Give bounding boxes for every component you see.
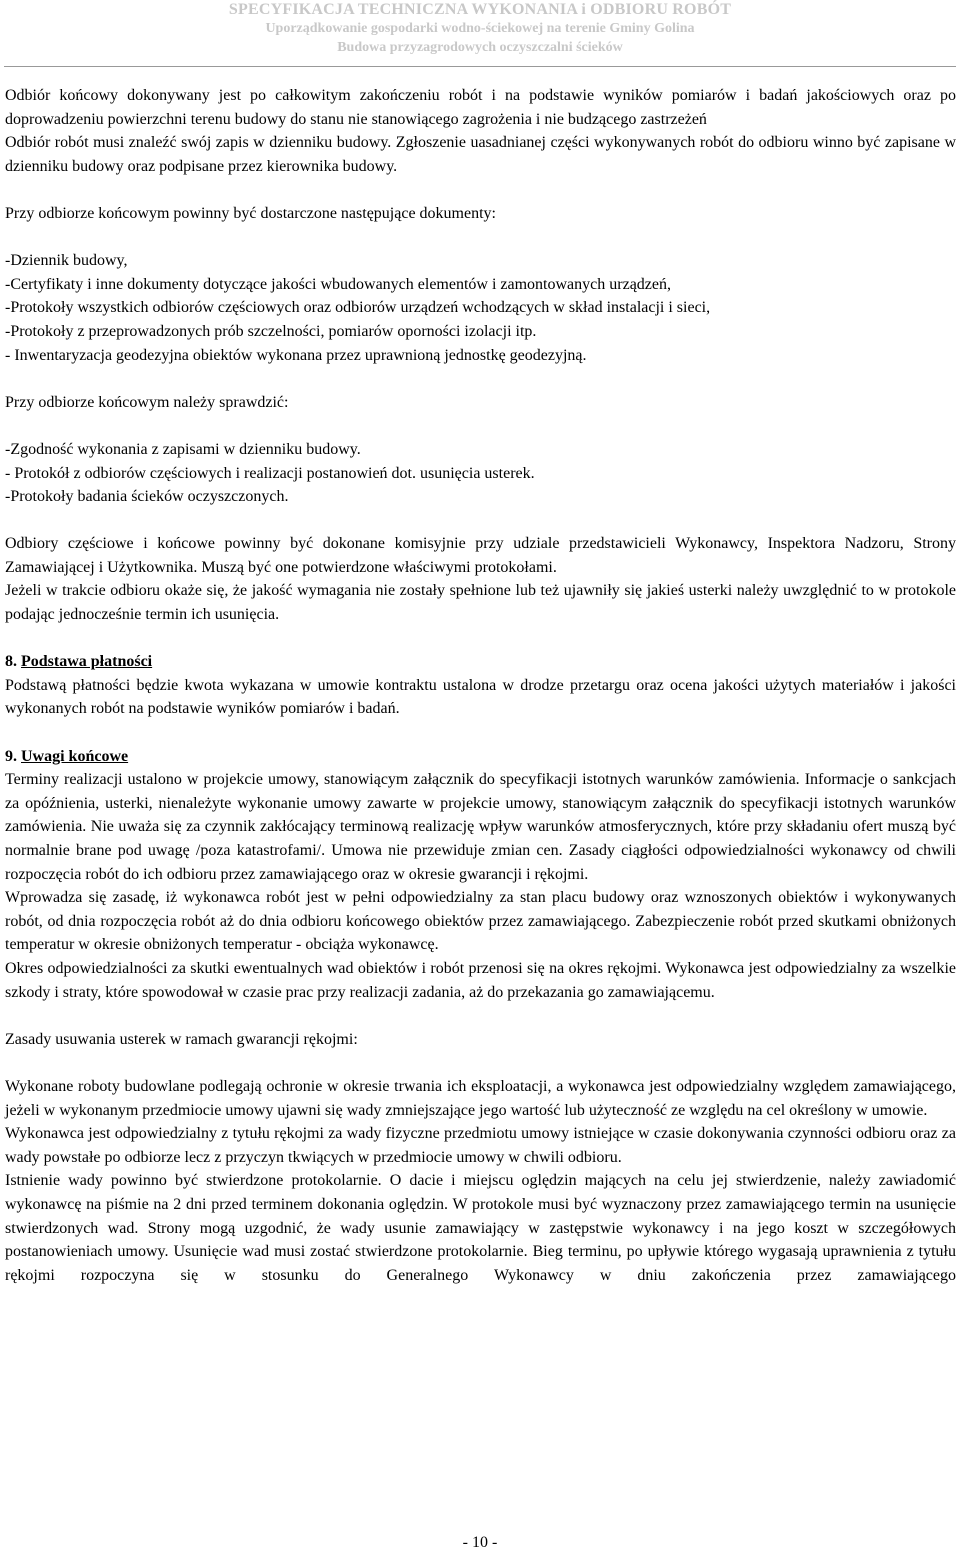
section-9-paragraph-terms: Terminy realizacji ustalono w projekcie umowy, stanowiącym załącznik do specyfikacji istotnych warunków zamówienia. Informacje o sankcjach za opóźnienia, usterki, nienależyte wykonanie umowy zawarte w projekcie umowy, stanowiącym załącznik do specyfikacji istotnych warunków zamówienia. Nie uważa się za czynnik zakłócający terminową realizację wpływ warunków atmosferycznych, które przy składaniu ofert muszą być normalnie brane pod uwagę /poza katastrofami/. Umowa nie przewiduje zmian cen. Zasady ciągłości odpowiedzialności wykonawcy od chwili rozpoczęcia robót do ich odbioru przez zamawiającego oraz w okresie gwarancji i rękojmi.	[5, 771, 956, 883]
section-title: Podstawa płatności	[21, 653, 153, 671]
list-item: -Certyfikaty i inne dokumenty dotyczące jakości wbudowanych elementów i zamontowanych urządzeń,	[5, 275, 671, 293]
list-item: -Zgodność wykonania z zapisami w dzienniku budowy.	[5, 440, 361, 458]
list-item: -Protokoły wszystkich odbiorów częściowych oraz odbiorów urządzeń wchodzących w skład instalacji i sieci,	[5, 299, 711, 317]
documents-intro: Przy odbiorze końcowym powinny być dostarczone następujące dokumenty:	[5, 204, 496, 222]
section-8-text: Podstawą płatności będzie kwota wykazana w umowie kontraktu ustalona w drodze przetargu oraz ocena jakości użytych materiałów i jakości wykonanych robót na podstawie wyników pomiarów i badań.	[5, 676, 956, 718]
list-item: - Inwentaryzacja geodezyjna obiektów wykonana przez uprawnioną jednostkę geodezyjną.	[5, 346, 587, 364]
page-number: - 10 -	[462, 1534, 498, 1551]
list-item: - Protokół z odbiorów częściowych i realizacji postanowień dot. usunięcia usterek.	[5, 464, 535, 482]
section-number: 9.	[5, 747, 17, 765]
warranty-intro: Zasady usuwania usterek w ramach gwarancji rękojmi:	[5, 1030, 358, 1048]
check-list	[5, 438, 956, 509]
header-divider	[4, 66, 956, 67]
section-number: 8.	[5, 653, 17, 671]
warranty-paragraph-procedure: Istnienie wady powinno być stwierdzone protokolarnie. O dacie i miejscu oględzin mających na celu jej stwierdzenie, należy zawiadomić wykonawcę na piśmie na 2 dni przed terminem dokonania oględzin. W protokole musi być wyznaczony przez zamawiającego termin na usunięcie stwierdzonych wad. Strony mogą uzgodnić, że wady usunie zamawiający w zastępstwie wykonawcy i na jego koszt w szczegółowych postanowieniach umowy. Usunięcie wad musi zostać stwierdzone protokolarnie. Bieg terminu, po upływie którego wygasają uprawnienia z tytułu rękojmi rozpoczyna się w stosunku do Generalnego Wykonawcy w dniu zakończenia przez zamawiającego	[5, 1172, 956, 1284]
list-item: -Dziennik budowy,	[5, 252, 128, 270]
section-9-heading	[5, 745, 956, 769]
list-item: -Protokoły badania ścieków oczyszczonych.	[5, 488, 289, 506]
section-title: Uwagi końcowe	[21, 747, 129, 765]
check-intro: Przy odbiorze końcowym należy sprawdzić:	[5, 393, 289, 411]
paragraph-committee: Odbiory częściowe i końcowe powinny być dokonane komisyjnie przy udziale przedstawicieli Wykonawcy, Inspektora Nadzoru, Strony Zamawiającej i Użytkownika. Muszą być one potwierdzone właściwymi protokołami.	[5, 535, 956, 576]
section-8-heading	[5, 650, 956, 674]
section-9-paragraph-liability: Okres odpowiedzialności za skutki ewentualnych wad obiektów i robót przenosi się na okres rękojmi. Wykonawca jest odpowiedzialny za wszelkie szkody i straty, które spowodował w czasie prac przy realizacji zadania, aż do przekazania go zamawiającemu.	[5, 959, 956, 1001]
paragraph-log-entry: Odbiór robót musi znaleźć swój zapis w dzienniku budowy. Zgłoszenie uasadnianej części wykonywanych robót do odbioru winno być zapisane w dzienniku budowy oraz podpisane przez kierownika budowy.	[5, 134, 956, 175]
paragraph-final-acceptance: Odbiór końcowy dokonywany jest po całkowitym zakończeniu robót i na podstawie wyników pomiarów i badań jakościowych oraz po doprowadzeniu powierzchni terenu budowy do stanu nie stanowiącego zagrożenia i nie budzącego zastrzeżeń	[5, 87, 956, 128]
header-project: Uporządkowanie gospodarki wodno-ściekowej na terenie Gminy Golina	[265, 21, 695, 36]
list-item: -Protokoły z przeprowadzonych prób szczelności, pomiarów oporności izolacji itp.	[5, 322, 537, 340]
paragraph-defects: Jeżeli w trakcie odbioru okaże się, że jakość wymagania nie zostały spełnione lub też ujawniły się jakieś usterki należy uwzględnić to w protokole podając jednocześnie termin ich usunięcia.	[5, 582, 956, 624]
header-title: SPECYFIKACJA TECHNICZNA WYKONANIA i ODBIORU ROBÓT	[228, 1, 732, 18]
document-body	[5, 84, 956, 1287]
warranty-paragraph-physical-defects: Wykonawca jest odpowiedzialny z tytułu rękojmi za wady fizyczne przedmiotu umowy istniejące w czasie dokonywania czynności odbioru oraz za wady powstałe po odbiorze lecz z przyczyn tkwiących w przedmiocie umowy w chwili odbioru.	[5, 1125, 956, 1166]
documents-list	[5, 249, 956, 367]
header-subproject: Budowa przyzagrodowych oczyszczalni ścieków	[337, 40, 623, 55]
page-header	[0, 0, 960, 57]
section-9-paragraph-responsibility: Wprowadza się zasadę, iż wykonawca robót jest w pełni odpowiedzialny za stan placu budowy oraz wznoszonych obiektów i wykonywanych robót, od dnia rozpoczęcia robót aż do dnia odbioru końcowego obiektów przez zamawiającego. Zabezpieczenie robót przed skutkami obniżonych temperatur w okresie obniżonych temperatur - obciąża wykonawcę.	[5, 889, 956, 954]
warranty-paragraph-protection: Wykonane roboty budowlane podlegają ochronie w okresie trwania ich eksploatacji, a wykonawca jest odpowiedzialny względem zamawiającego, jeżeli w wykonanym przedmiocie umowy ujawni się wady zmniejszające jego wartość lub użyteczność ze względu na cel określony w umowie.	[5, 1077, 956, 1119]
